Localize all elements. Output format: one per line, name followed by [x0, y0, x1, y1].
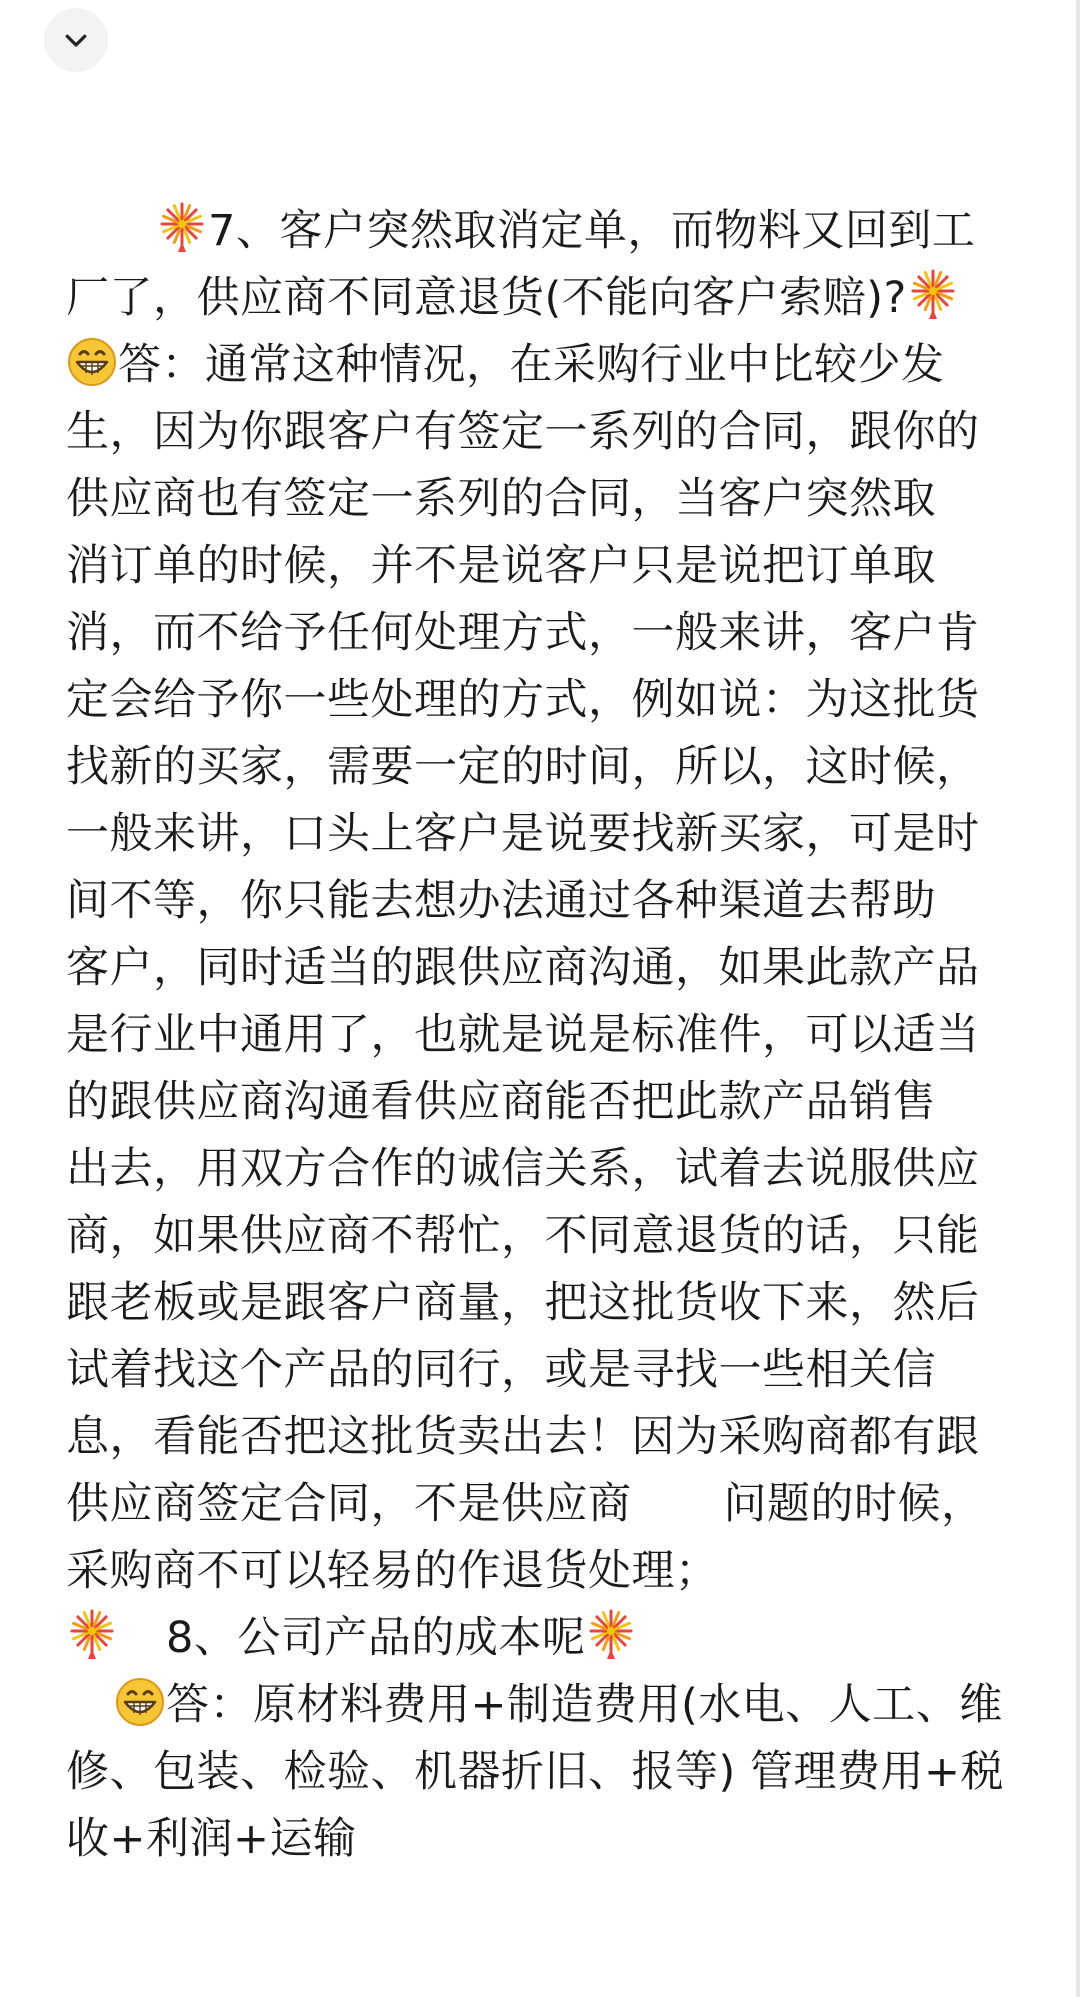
scrollbar-track[interactable]: [1076, 0, 1080, 1997]
firework-icon: [66, 1609, 118, 1661]
answer-7-intro: 答：通常这种情况，在采购行业中比较少发: [118, 340, 945, 390]
answer-7-line: 找新的买家，需要一定的时间，所以，这时候，: [66, 742, 980, 792]
question-7-title-line-2: [66, 265, 1026, 332]
question-8-title: 8、公司产品的成本呢: [166, 1613, 586, 1663]
grinning-face-icon: [114, 1676, 166, 1728]
firework-icon: [156, 202, 208, 254]
question-7-title-line-1: [66, 198, 1026, 265]
answer-8-line: 修、包装、检验、机器折旧、报等) 管理费用+税: [66, 1747, 1004, 1797]
answer-7-line: 的跟供应商沟通看供应商能否把此款产品销售: [66, 1077, 936, 1127]
answer-7-line: 商，如果供应商不帮忙，不同意退货的话，只能: [66, 1211, 980, 1261]
answer-7-line: 客户，同时适当的跟供应商沟通，如果此款产品: [66, 943, 980, 993]
question-8-title-line: [66, 1605, 1026, 1672]
article-body: [66, 198, 1026, 1873]
answer-7-line: 间不等，你只能去想办法通过各种渠道去帮助: [66, 876, 936, 926]
answer-8-intro: 答：原材料费用+制造费用(水电、人工、维: [166, 1680, 1003, 1730]
grinning-face-icon: [66, 336, 118, 388]
answer-7-line: 消，而不给予任何处理方式，一般来讲，客户肯: [66, 608, 980, 658]
answer-7-line: 息，看能否把这批货卖出去！因为采购商都有跟: [66, 1412, 980, 1462]
answer-7-line: 生，因为你跟客户有签定一系列的合同，跟你的: [66, 407, 980, 457]
answer-8-line: 收+利润+运输: [66, 1814, 357, 1864]
question-7-title-cont: 厂了，供应商不同意退货(不能向客户索赔)?: [66, 273, 907, 323]
answer-7-gap-right: 问题的时候，: [723, 1479, 985, 1529]
firework-icon: [585, 1609, 637, 1661]
firework-icon: [907, 269, 959, 321]
answer-7-line: 供应商也有签定一系列的合同，当客户突然取: [66, 474, 936, 524]
answer-7-line: 消订单的时候，并不是说客户只是说把订单取: [66, 541, 936, 591]
answer-7-line: 是行业中通用了，也就是说是标准件，可以适当: [66, 1010, 980, 1060]
answer-7-line: 出去，用双方合作的诚信关系，试着去说服供应: [66, 1144, 980, 1194]
question-7-title: 7、客户突然取消定单，而物料又回到工: [208, 206, 976, 256]
answer-7-line-1: [66, 332, 1026, 399]
answer-7-last-line: 采购商不可以轻易的作退货处理；: [66, 1546, 719, 1596]
answer-7-gap-line: [66, 1471, 1026, 1538]
answer-7-line: 试着找这个产品的同行，或是寻找一些相关信: [66, 1345, 936, 1395]
answer-7-line: 一般来讲，口头上客户是说要找新买家，可是时: [66, 809, 980, 859]
answer-7-line: 定会给予你一些处理的方式，例如说：为这批货: [66, 675, 980, 725]
chevron-down-icon: [61, 25, 91, 55]
answer-7-line: 跟老板或是跟客户商量，把这批货收下来，然后: [66, 1278, 980, 1328]
answer-7-gap-left: 供应商签定合同，不是供应商: [66, 1479, 632, 1529]
collapse-button[interactable]: [44, 8, 108, 72]
answer-8-line-1: [66, 1672, 1026, 1739]
